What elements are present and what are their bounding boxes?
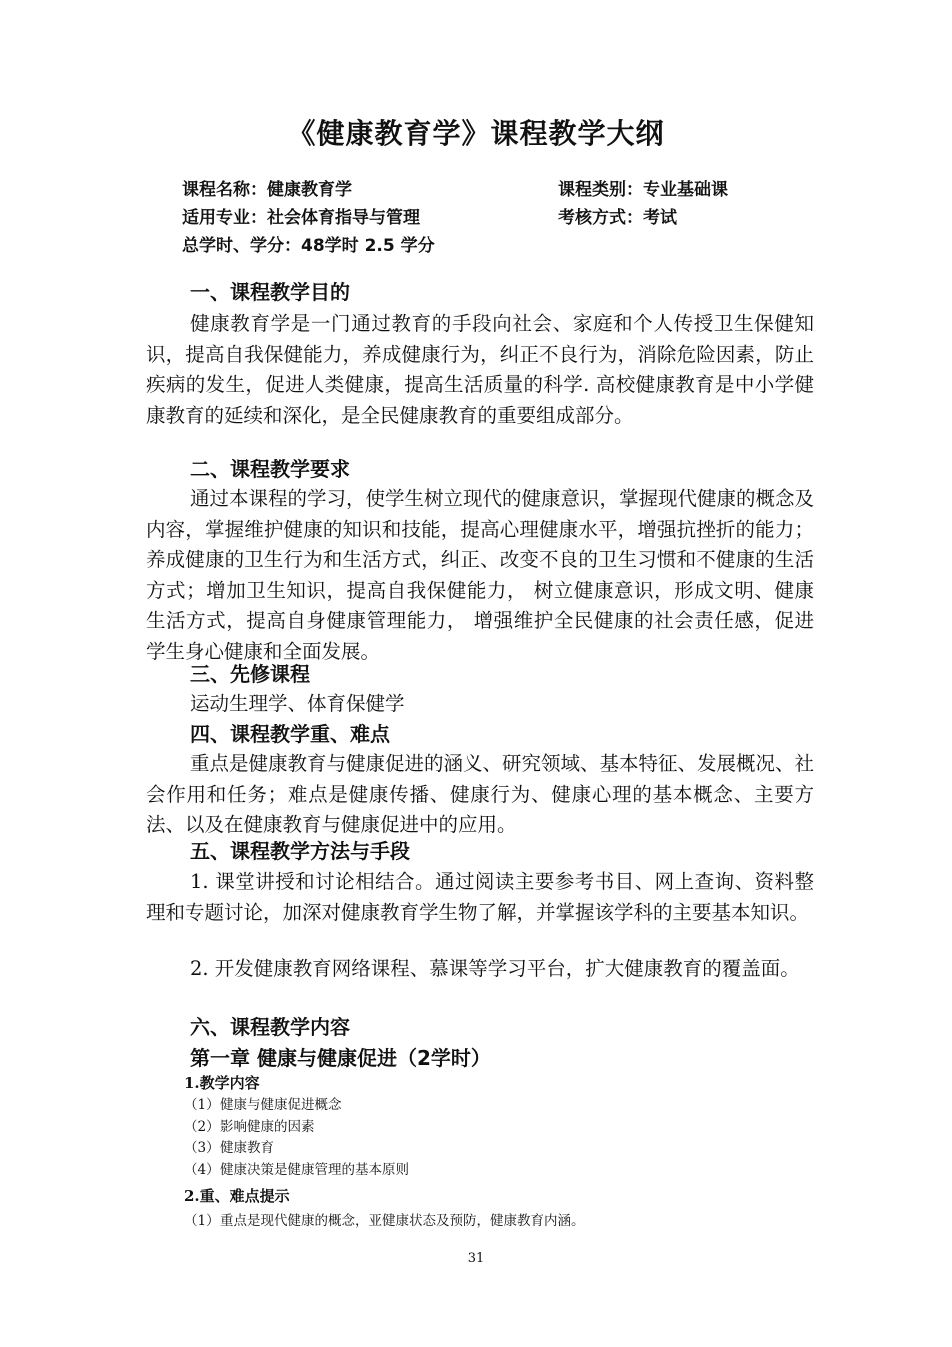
- course-meta-right: [558, 176, 728, 232]
- page-number: 31: [467, 1251, 485, 1266]
- section-2-text: 通过本课程的学习，使学生树立现代的健康意识，掌握现代健康的概念及内容，掌握维护健康的知识和技能，提高心理健康水平，增强抗挫折的能力；养成健康的卫生行为和生活方式，纠正、改变不良的卫生习惯和不健康的生活方式；增加卫生知识，提高自我保健能力， 树立健康意识，形成文明、健康生活方式，提高自身健康管理能力， 增强维护全民健康的社会责任感，促进学生身心健康和全面发展。: [146, 487, 815, 663]
- document-title: 《健康教育学》课程教学大纲: [287, 117, 665, 150]
- section-1-heading: 一、课程教学目的: [190, 280, 350, 304]
- list-item: （2）影响健康的因素: [184, 1118, 315, 1135]
- assessment-method: 考核方式：考试: [558, 208, 677, 228]
- list-item: （4）健康决策是健康管理的基本原则: [184, 1161, 409, 1178]
- teaching-content-list: [184, 1095, 409, 1181]
- chapter-title: 第一章 健康与健康促进（2学时）: [190, 1046, 491, 1070]
- section-4-text: 重点是健康教育与健康促进的涵义、研究领域、基本特征、发展概况、社会作用和任务；难点是健康传播、健康行为、健康心理的基本概念、主要方法、以及在健康教育与健康促进中的应用。: [146, 752, 815, 836]
- list-item: （1）健康与健康促进概念: [184, 1097, 342, 1113]
- section-6-heading: 六、课程教学内容: [190, 1015, 350, 1039]
- hours-credits: 总学时、学分：48学时 2.5 学分: [182, 236, 435, 256]
- section-3-text: 运动生理学、体育保健学: [190, 692, 405, 715]
- section-5-text-2: 2. 开发健康教育网络课程、慕课等学习平台，扩大健康教育的覆盖面。: [190, 957, 800, 980]
- section-3-heading: 三、先修课程: [190, 662, 310, 686]
- course-name: 课程名称：健康教育学: [182, 180, 352, 200]
- list-item: （3）健康教育: [184, 1140, 274, 1156]
- key-points-list: [184, 1211, 585, 1233]
- key-points-heading: 2.重、难点提示: [184, 1187, 290, 1205]
- section-1-text: 健康教育学是一门通过教育的手段向社会、家庭和个人传授卫生保健知识，提高自我保健能力，养成健康行为，纠正不良行为，消除危险因素，防止疾病的发生，促进人类健康，提高生活质量的科学. 高校健康教育是中小学健康教育的延续和深化，是全民健康教育的重要组成部分。: [146, 312, 814, 427]
- section-5-heading: 五、课程教学方法与手段: [190, 839, 410, 863]
- course-meta-left: [182, 176, 435, 260]
- section-5-text-1: 1. 课堂讲授和讨论相结合。通过阅读主要参考书目、网上查询、资料整理和专题讨论，加深对健康教育学生物了解，并掌握该学科的主要基本知识。: [146, 870, 814, 924]
- section-2-heading: 二、课程教学要求: [190, 457, 350, 481]
- teaching-content-heading: 1.教学内容: [184, 1074, 260, 1092]
- applicable-major: 适用专业：社会体育指导与管理: [182, 208, 420, 228]
- section-4-heading: 四、课程教学重、难点: [190, 722, 390, 746]
- list-item: （1）重点是现代健康的概念，亚健康状态及预防，健康教育内涵。: [184, 1213, 585, 1229]
- course-type: 课程类别：专业基础课: [558, 180, 728, 200]
